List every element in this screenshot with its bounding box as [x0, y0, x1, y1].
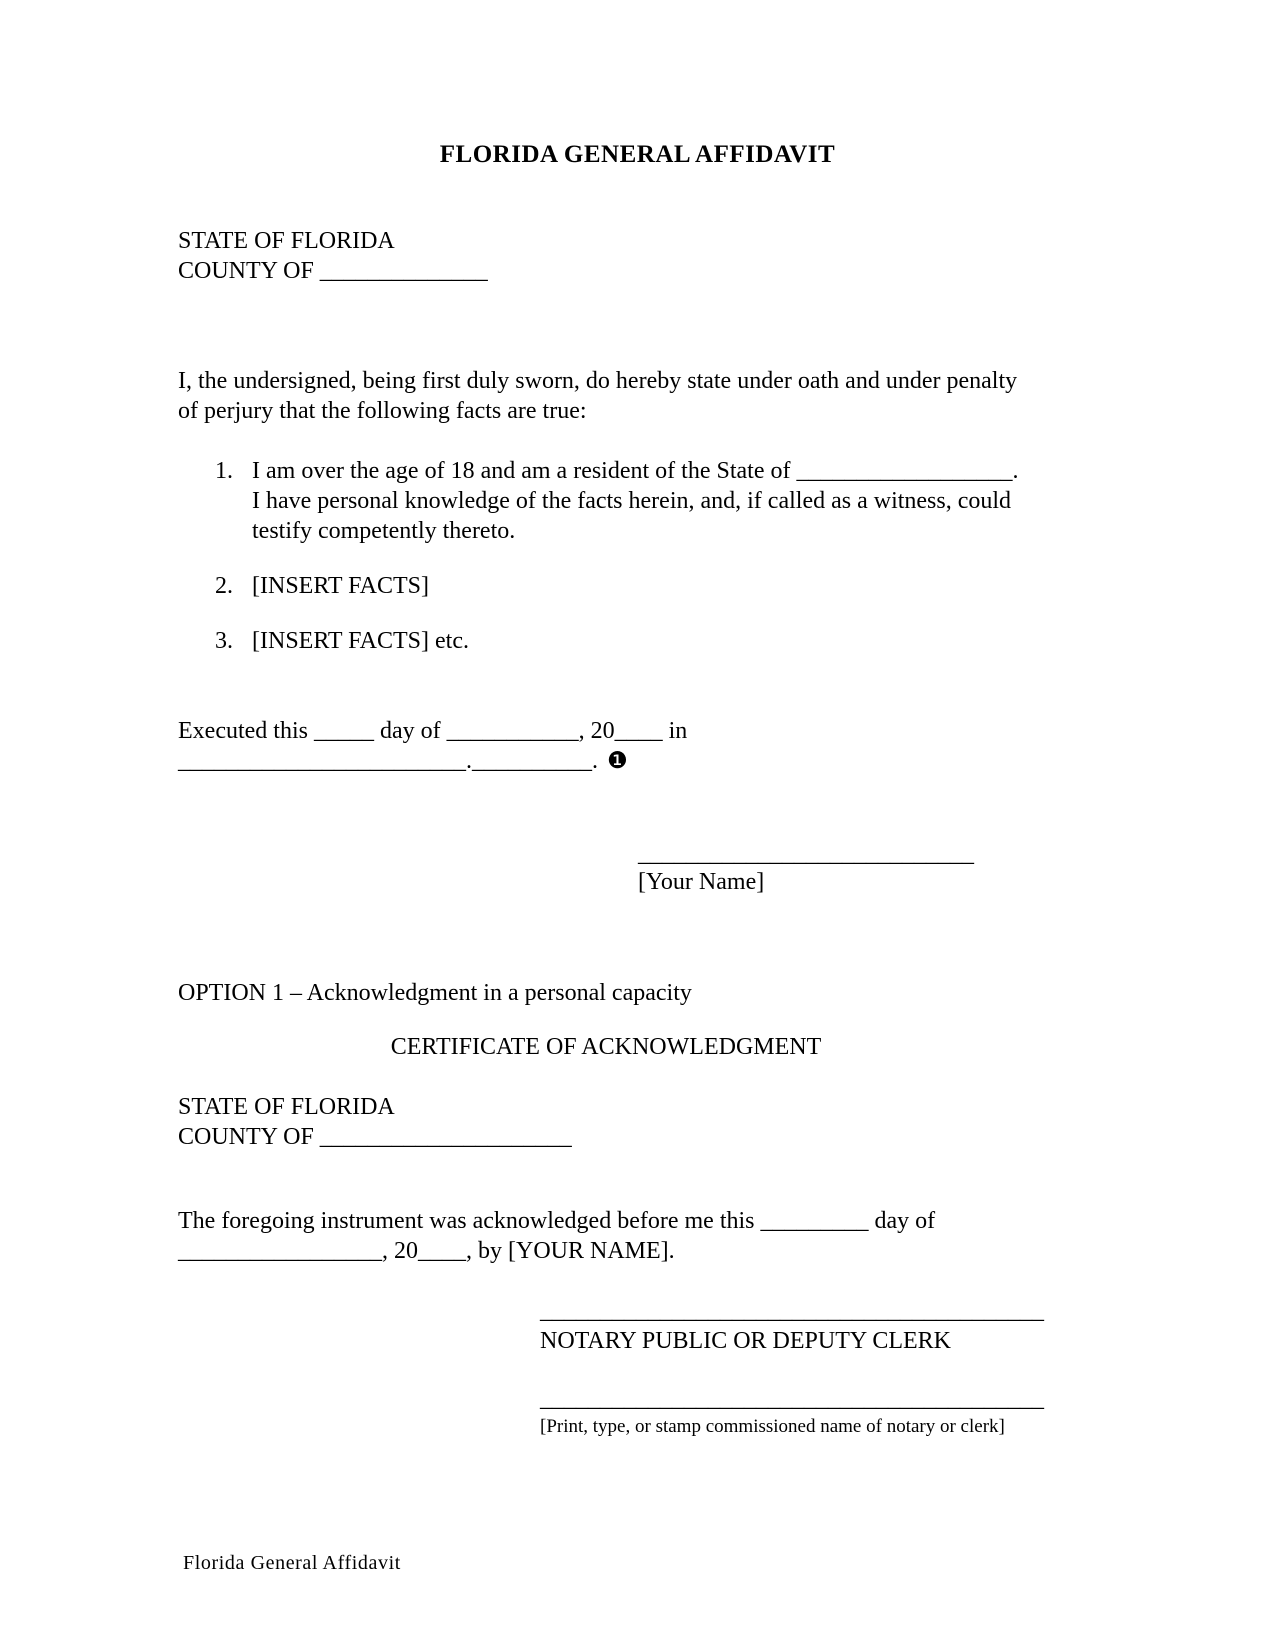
notary-name-caption: [Print, type, or stamp commissioned name of notary or clerk] — [540, 1416, 1005, 1437]
affiant-signature-line: ____________________________ — [638, 841, 974, 867]
intro-line-1: I, the undersigned, being first duly sworn, do hereby state under oath and under penalty — [178, 368, 1018, 394]
notary-block — [540, 1296, 1044, 1440]
notary-signature-line: __________________________________________ — [540, 1298, 1044, 1324]
certificate-venue-block — [178, 1092, 572, 1152]
fact-item-3 — [215, 626, 469, 656]
fact-text-line: I am over the age of 18 and am a resident of the State of __________________. — [252, 458, 1019, 484]
acknowledgment-line-2: _________________, 20____, by [YOUR NAME]. — [178, 1238, 675, 1264]
venue-county-blank-line: COUNTY OF ______________ — [178, 258, 488, 284]
fact-text-line: [INSERT FACTS] — [252, 573, 430, 599]
fact-text-line: I have personal knowledge of the facts herein, and, if called as a witness, could — [252, 488, 1012, 514]
fact-text-line: [INSERT FACTS] etc. — [252, 628, 469, 654]
acknowledgment-paragraph — [178, 1206, 935, 1266]
certificate-title: CERTIFICATE OF ACKNOWLEDGMENT — [390, 1034, 822, 1060]
footnote-1-marker-icon: ❶ — [607, 748, 628, 774]
venue-block — [178, 226, 488, 286]
affiant-name-label: [Your Name] — [638, 869, 765, 895]
fact-text — [252, 571, 429, 601]
fact-number: 2. — [215, 573, 233, 599]
intro-paragraph — [178, 366, 1017, 426]
fact-item-1 — [215, 456, 1018, 546]
fact-text-line: testify competently thereto. — [252, 518, 516, 544]
notary-label: NOTARY PUBLIC OR DEPUTY CLERK — [540, 1328, 951, 1354]
execution-paragraph — [178, 716, 687, 776]
notary-name-line: __________________________________________ — [540, 1386, 1044, 1412]
fact-text — [252, 456, 1018, 546]
venue-state-line: STATE OF FLORIDA — [178, 1094, 395, 1120]
execution-place-line — [178, 746, 687, 776]
venue-state-line: STATE OF FLORIDA — [178, 228, 395, 254]
acknowledgment-line-1: The foregoing instrument was acknowledged before me this _________ day of — [178, 1208, 936, 1234]
intro-line-2: of perjury that the following facts are true: — [178, 398, 587, 424]
document-title: FLORIDA GENERAL AFFIDAVIT — [439, 141, 836, 168]
execution-date-line: Executed this _____ day of ___________, 20____ in — [178, 718, 688, 744]
venue-county-blank-line: COUNTY OF _____________________ — [178, 1124, 572, 1150]
execution-place-blanks: ________________________.__________. — [178, 748, 598, 774]
affiant-signature-block — [638, 840, 974, 896]
fact-number: 3. — [215, 628, 233, 654]
fact-item-2 — [215, 571, 429, 601]
option-1-heading: OPTION 1 – Acknowledgment in a personal capacity — [178, 980, 692, 1006]
fact-text — [252, 626, 469, 656]
fact-number: 1. — [215, 458, 233, 484]
page-footer: Florida General Affidavit — [183, 1552, 401, 1574]
